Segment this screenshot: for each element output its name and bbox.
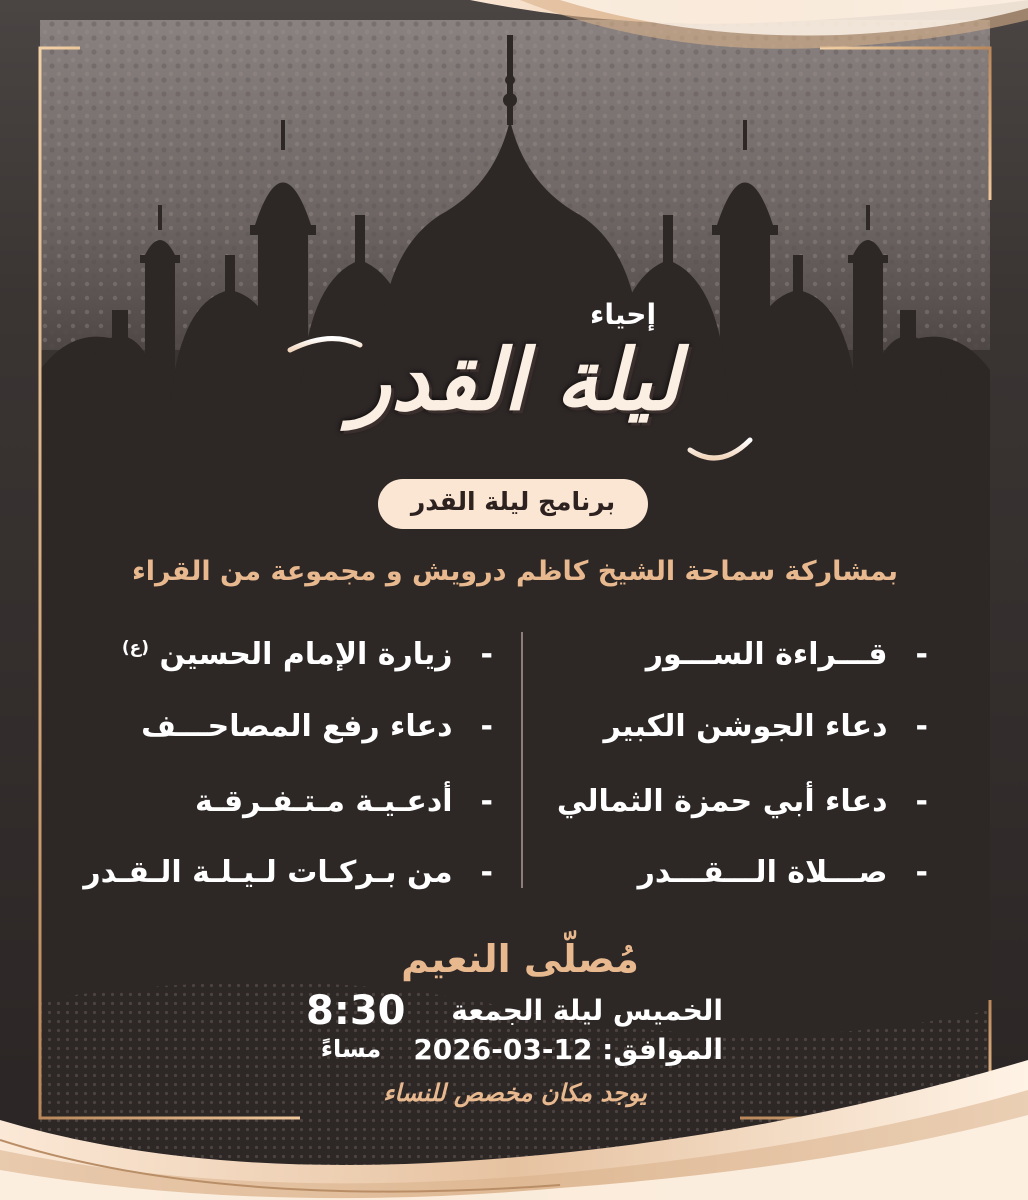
bullet: - — [480, 784, 493, 819]
event-day: الخميس ليلة الجمعة — [451, 994, 723, 1027]
program-item: -دعاء رفع المصاحـــف — [141, 709, 493, 744]
program-badge: برنامج ليلة القدر — [410, 487, 616, 516]
bullet: - — [915, 784, 928, 819]
program-item: -من بـركـات لـيـلـة الـقـدر — [83, 855, 493, 890]
program-item: -صـــلاة الـــقـــدر — [637, 855, 928, 890]
event-time: 8:30 — [306, 988, 406, 1034]
venue-name: مُصلّى النعيم — [401, 937, 639, 981]
event-date: الموافق: 12-03-2026 — [413, 1033, 723, 1066]
event-time-suffix: مساءً — [320, 1035, 382, 1063]
small-title: إحياء — [590, 298, 657, 331]
bullet: - — [915, 855, 928, 890]
program-item: -دعاء الجوشن الكبير — [603, 709, 928, 744]
bullet: - — [480, 709, 493, 744]
bullet: - — [480, 637, 493, 672]
program-item: -زيارة الإمام الحسين $^{(ع)}$ — [121, 637, 493, 672]
participation-line: بمشاركة سماحة الشيخ كاظم درويش و مجموعة من القراء — [131, 556, 899, 587]
women-section-note: يوجد مكان مخصص للنساء — [383, 1079, 647, 1107]
bullet: - — [915, 709, 928, 744]
program-item: -قـــراءة الســـور — [645, 637, 928, 672]
bullet: - — [915, 637, 928, 672]
program-item: -أدعـيـة مـتـفـرقـة — [195, 784, 493, 819]
bullet: - — [480, 855, 493, 890]
program-item: -دعاء أبي حمزة الثمالي — [556, 784, 928, 819]
honorific: (ع) — [121, 638, 150, 658]
calligraphy-title: ليلة القدر — [350, 330, 680, 429]
